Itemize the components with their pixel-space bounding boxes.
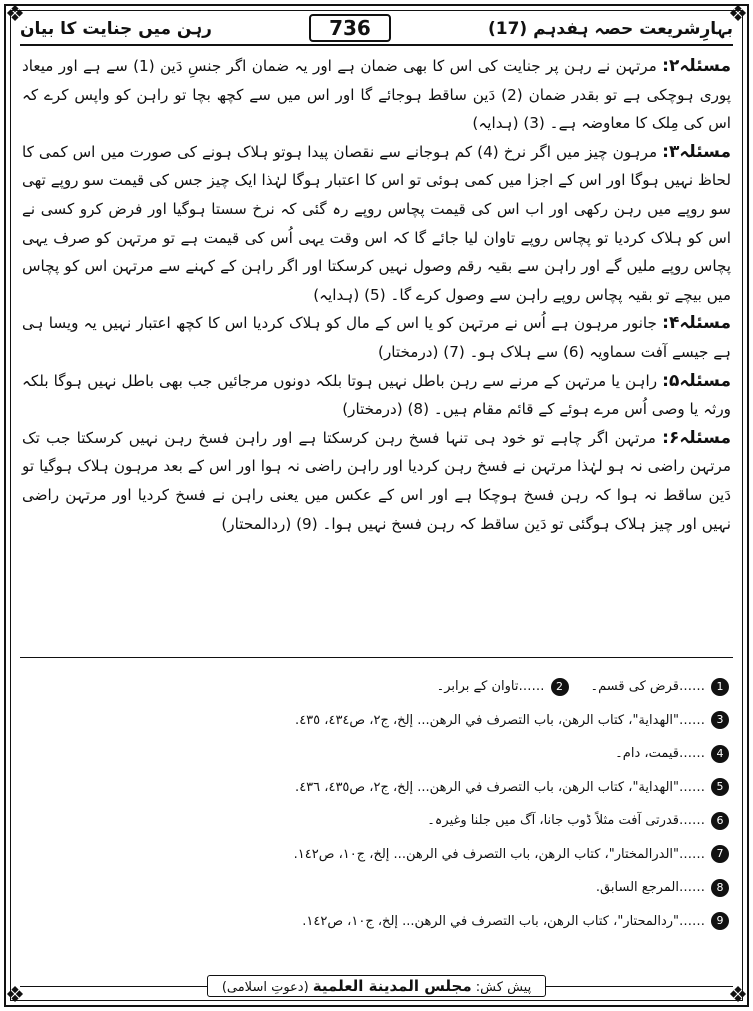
masala-heading: مسئلہ۶: — [662, 427, 732, 448]
footnote-row — [24, 804, 729, 838]
masala-heading: مسئلہ۵: — [662, 370, 731, 391]
footnote-row — [24, 905, 729, 939]
masala-block — [22, 309, 731, 366]
footnote-text: ……"الهداية"، كتاب الرهن، باب التصرف في الرهن... إلخ، ج٢، ص٤٣٤، ٤٣٥. — [295, 712, 705, 728]
main-content — [22, 52, 731, 538]
footnote-number: 6 — [711, 812, 729, 830]
footer-suffix: (دعوتِ اسلامی) — [221, 980, 309, 995]
chapter-title: رہن میں جنایت کا بیان — [20, 18, 212, 39]
footnote-number: 4 — [711, 745, 729, 763]
page-footer — [0, 975, 753, 997]
masala-block — [22, 367, 731, 424]
corner-ornament-icon: ❖ — [728, 2, 748, 27]
page-number: 736 — [309, 14, 391, 42]
masala-text: مرہون چیز میں اگر نرخ (4) کم ہوجانے سے نقصان پیدا ہوتو ہلاک ہونے کی صورت میں اس کمی کا لحاظ نہیں ہوگا اور اس کے اجزا میں کمی ہوئی تو اس کا اعتبار ہوگا لہٰذا ایک چیز جس کی قیمت سو روپے تھی سو روپے میں رہن رکھی اور اب اس کی قیمت پچاس روپے رہ گئی کہ نرخ سستا ہوگیا اور فرض کرو کسی نے اس کو ہلاک کردیا تو پچاس روپے تاوان لیا جائے گا کہ اس وقت یہی اُس کی قیمت ہے تو مرتہن کو صرف یہی پچاس روپے ملیں گے اور راہن سے بقیہ رقم وصول نہیں کرسکتا اور اگر راہن کے کہنے سے مرتہن اس کو پچاس میں بیچے تو بقیہ پچاس روپے راہن سے وصول کرے گا۔ (5) (ہدایہ) — [22, 142, 731, 304]
masala-text: جانور مرہون ہے اُس نے مرتہن کو یا اس کے مال کو ہلاک کردیا اس کا کچھ اعتبار نہیں یہ ویسا ہی ہے جیسے آفت سماویہ (6) سے ہلاک ہو۔ (7) (درمختار) — [22, 314, 731, 361]
footnote-text: ……قیمت، دام۔ — [615, 746, 705, 762]
masala-heading: مسئلہ۳: — [662, 141, 731, 162]
page-header — [20, 14, 733, 42]
footnote-number: 5 — [711, 778, 729, 796]
book-title: بہارِشریعت حصہ ہفدہم (17) — [487, 18, 733, 39]
footnote-text: ……"ردالمحتار"، كتاب الرهن، باب التصرف في الرهن... إلخ، ج١٠، ص١٤٢. — [302, 913, 705, 929]
footnote-row — [24, 670, 729, 704]
footnote-text: ……قدرتی آفت مثلاً ڈوب جانا، آگ میں جلنا وغیرہ۔ — [427, 813, 705, 829]
footnote-number: 9 — [711, 912, 729, 930]
masala-block — [22, 424, 731, 538]
footnote-row — [24, 704, 729, 738]
publisher-name: مجلس المدينة العلمية — [312, 977, 472, 995]
footnote-row — [24, 771, 729, 805]
footnotes — [24, 670, 729, 938]
footnote-text: ……المرجع السابق. — [595, 880, 705, 896]
masala-block — [22, 138, 731, 310]
corner-ornament-icon: ❖ — [5, 2, 25, 27]
footer-credit — [207, 975, 546, 997]
header-divider — [20, 44, 733, 46]
masala-heading: مسئلہ۲: — [662, 56, 731, 76]
footnote-text: ……تاوان کے برابر۔ — [436, 679, 545, 695]
masala-block — [22, 52, 731, 138]
masala-text: مرتہن اگر چاہے تو خود ہی تنہا فسخ رہن کرسکتا ہے اور راہن فسخ رہن نہیں کرسکتا جب تک مرتہن راضی نہ ہو لہٰذا مرتہن نے فسخ رہن کردیا اور راہن راضی نہ ہوا اور اس کے بعد مرہون ہلاک ہوگیا تو دَین ساقط نہ ہوا کہ رہن فسخ ہوچکا ہے اور اس کے عکس میں یعنی راہن نے فسخ کردیا اور مرتہن راضی نہیں اور چیز ہلاک ہوگئی تو دَین ساقط کہ رہن فسخ نہیں ہوا۔ (9) (ردالمحتار) — [22, 428, 731, 533]
masala-text: راہن یا مرتہن کے مرنے سے رہن باطل نہیں ہوتا بلکہ دونوں مرجائیں جب بھی باطل نہیں ہوگا بلکہ ورثہ یا وصی اُس مرے ہوئے کے قائم مقام ہیں۔ (8) (درمختار) — [22, 371, 731, 419]
footnote-text: ……"الهداية"، كتاب الرهن، باب التصرف في الرهن... إلخ، ج٢، ص٤٣٥، ٤٣٦. — [295, 779, 705, 795]
corner-ornament-icon: ❖ — [728, 983, 748, 1008]
footnote-divider — [20, 657, 733, 658]
corner-ornament-icon: ❖ — [5, 983, 25, 1008]
footnote-number: 3 — [711, 711, 729, 729]
masala-text: مرتہن نے رہن پر جنایت کی اس کا بھی ضمان ہے اور یہ ضمان اگر جنسِ دَین (1) سے ہے اور میعاد پوری ہوچکی ہے تو بقدر ضمان (2) دَین ساقط ہوجائے گا اور اس میں سے کچھ بچا تو راہن کو واپس کرے کہ اس کی مِلک کا معاوضہ ہے۔ (3) (ہدایہ) — [22, 57, 731, 133]
footnote-number: 7 — [711, 845, 729, 863]
masala-heading: مسئلہ۴: — [662, 313, 731, 334]
footnote-number: 2 — [551, 678, 569, 696]
footnote-number: 1 — [711, 678, 729, 696]
footer-prefix: پیش کش: — [475, 980, 532, 995]
footnote-text: ……قرض کی قسم۔ — [590, 679, 705, 695]
footnote-row — [24, 871, 729, 905]
footnote-row — [24, 737, 729, 771]
footnote-text: ……"الدرالمختار"، كتاب الرهن، باب التصرف في الرهن... إلخ، ج١٠، ص١٤٢. — [293, 846, 705, 862]
footnote-number: 8 — [711, 879, 729, 897]
footnote-row — [24, 838, 729, 872]
